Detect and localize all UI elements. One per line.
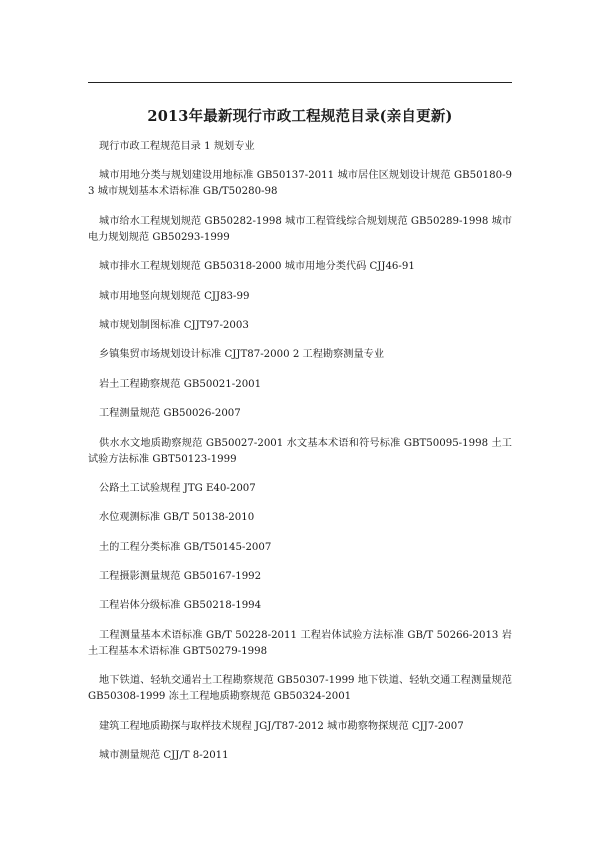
list-item: 供水水文地质勘察规范 GB50027-2001 水文基本术语和符号标准 GBT50095-1998 土工试验方法标准 GBT50123-1999: [88, 437, 512, 465]
list-item: 城市规划制图标准 CJJT97-2003: [99, 319, 249, 331]
list-item: 城市给水工程规划规范 GB50282-1998 城市工程管线综合规划规范 GB50289-1998 城市电力规划规范 GB50293-1999: [88, 215, 512, 243]
list-item: 地下铁道、轻轨交通岩土工程勘察规范 GB50307-1999 地下铁道、轻轨交通工程测量规范 GB50308-1999 冻土工程地质勘察规范 GB50324-2001: [88, 675, 512, 703]
list-item: 现行市政工程规范目录 1 规划专业: [99, 141, 255, 152]
standards-list: [88, 139, 512, 777]
list-item: 城市用地分类与规划建设用地标准 GB50137-2011 城市居住区规划设计规范 GB50180-93 城市规划基本术语标准 GB/T50280-98: [88, 170, 512, 198]
list-item: 工程摄影测量规范 GB50167-1992: [99, 571, 262, 583]
list-item: 工程测量基本术语标准 GB/T 50228-2011 工程岩体试验方法标准 GB/T 50266-2013 岩土工程基本术语标准 GBT50279-1998: [88, 629, 512, 657]
list-item: 工程岩体分级标准 GB50218-1994: [99, 600, 262, 612]
list-item: 水位观测标准 GB/T 50138-2010: [99, 512, 255, 524]
list-item: 乡镇集贸市场规划设计标准 CJJT87-2000 2 工程勘察测量专业: [99, 349, 385, 361]
list-item: 城市排水工程规划规范 GB50318-2000 城市用地分类代码 CJJ46-91: [99, 261, 415, 273]
header-rule: [88, 82, 512, 83]
list-item: 城市用地竖向规划规范 CJJ83-99: [99, 290, 250, 302]
document-title: 2013年最新现行市政工程规范目录(亲自更新): [147, 108, 453, 125]
list-item: 岩土工程勘察规范 GB50021-2001: [99, 378, 262, 390]
list-item: 公路土工试验规程 JTG E40-2007: [99, 482, 256, 494]
list-item: 建筑工程地质勘探与取样技术规程 JGJ/T87-2012 城市勘察物探规范 CJJ7-2007: [99, 720, 464, 732]
list-item: 城市测量规范 CJJ/T 8-2011: [99, 750, 229, 762]
list-item: 工程测量规范 GB50026-2007: [99, 408, 241, 420]
list-item: 土的工程分类标准 GB/T50145-2007: [99, 541, 272, 553]
